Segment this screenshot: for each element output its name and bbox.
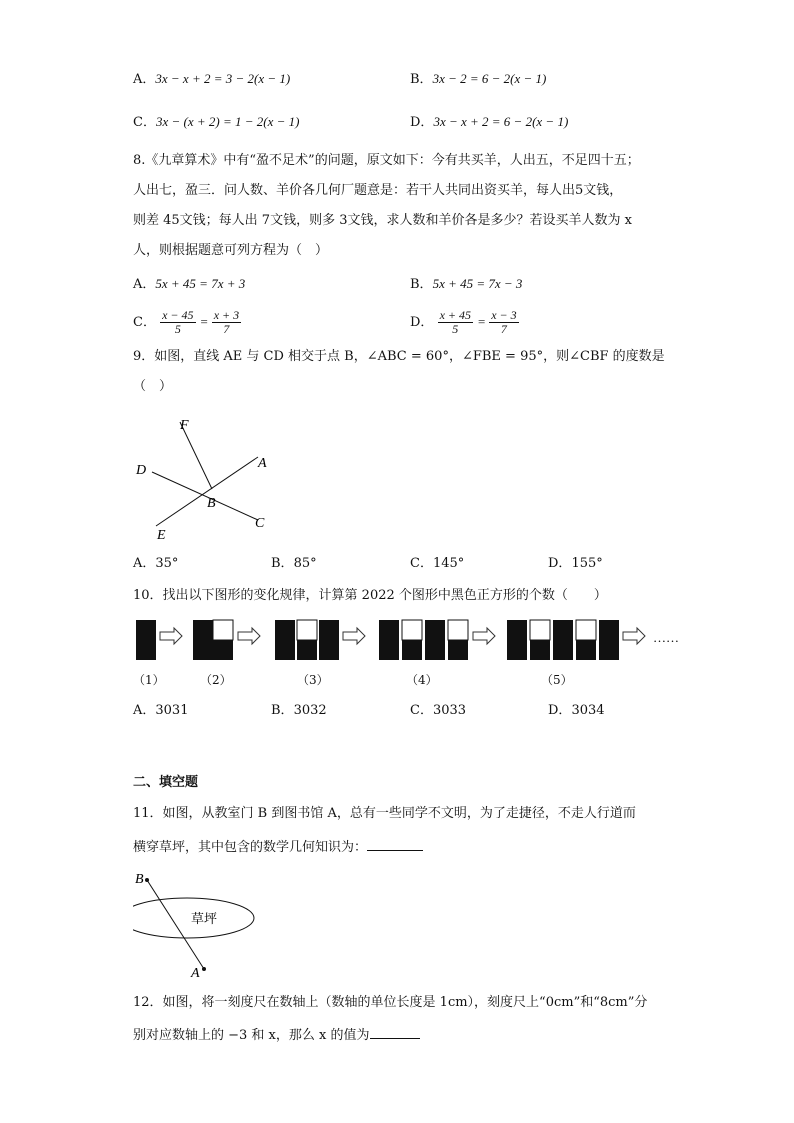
q10-option-d: D．3034 xyxy=(548,703,605,718)
pattern-figure-5 xyxy=(507,620,619,660)
q7-option-b-expr: 3x − 2 = 6 − 2(x − 1) xyxy=(432,71,547,86)
q9-line-1: 9．如图，直线 AE 与 CD 相交于点 B，∠ABC = 60°，∠FBE = 95°，则∠CBF 的度数是 xyxy=(133,349,665,364)
q10-option-a: A．3031 xyxy=(133,703,189,718)
q10-line-1: 10．找出以下图形的变化规律，计算第 2022 个图形中黑色正方形的个数（ ） xyxy=(133,588,607,603)
q8-option-c-fraction-right: $\frac{x + 3}{7}$ xyxy=(213,308,240,336)
q8-option-d-fraction-right: $\frac{x - 3}{7}$ xyxy=(491,308,517,336)
label-d: D xyxy=(136,463,147,478)
q10-caption-5: （5） xyxy=(541,673,573,687)
q9-line-2: （ ） xyxy=(133,379,173,394)
section-title: 二、填空题 xyxy=(133,775,199,790)
q9-option-d: D．155° xyxy=(548,556,603,571)
q10-caption-3: （3） xyxy=(297,673,329,687)
q11-line-2: 横穿草坪，其中包含的数学几何知识为： xyxy=(133,836,423,857)
q7-option-b: B．3x − 2 = 6 − 2(x − 1) xyxy=(410,71,547,87)
q8-option-d: D． $\frac{x + 45}{5}$ = $\frac{x - 3}{7}$ xyxy=(410,308,517,336)
arrow-icon xyxy=(473,628,495,644)
q10-caption-4: （4） xyxy=(406,673,438,687)
q7-option-a: A．3x − x + 2 = 3 − 2(x − 1) xyxy=(133,71,291,87)
pattern-ellipsis: …… xyxy=(653,630,679,645)
q7-option-d: D．3x − x + 2 = 6 − 2(x − 1) xyxy=(410,114,569,130)
q11-figure xyxy=(133,866,263,981)
q11-answer-blank[interactable] xyxy=(367,836,423,851)
q10-option-c: C．3033 xyxy=(410,703,467,718)
q10-pattern-figure xyxy=(133,616,693,664)
label-f: F xyxy=(180,418,189,433)
label-b: B xyxy=(207,496,216,511)
arrow-icon xyxy=(238,628,260,644)
pattern-figure-2 xyxy=(193,620,233,660)
q7-option-c: C．3x − (x + 2) = 1 − 2(x − 1) xyxy=(133,114,300,130)
q12-answer-blank[interactable] xyxy=(370,1024,420,1039)
q7-option-a-expr: 3x − x + 2 = 3 − 2(x − 1) xyxy=(155,71,291,86)
label-e: E xyxy=(157,528,166,543)
q8-line-3: 则差 45文钱；每人出 7文钱，则多 3文钱，求人数和羊价各是多少？若设买羊人数为 x xyxy=(133,213,632,228)
arrow-icon xyxy=(160,628,182,644)
q9-option-a: A．35° xyxy=(133,556,179,571)
q7-option-d-expr: 3x − x + 2 = 6 − 2(x − 1) xyxy=(433,114,569,129)
arrow-icon xyxy=(623,628,645,644)
label-b: B xyxy=(135,872,144,887)
q9-figure xyxy=(128,412,288,547)
point-b xyxy=(145,878,149,882)
q8-line-2: 人出七，盈三．问人数、羊价各几何厂题意是：若干人共同出资买羊，每人出5文钱， xyxy=(133,183,623,198)
q11-line-1: 11．如图，从教室门 B 到图书馆 A，总有一些同学不文明，为了走捷径，不走人行道而 xyxy=(133,806,636,821)
q8-option-d-fraction-left: $\frac{x + 45}{5}$ xyxy=(439,308,472,336)
pattern-figure-1 xyxy=(136,620,156,660)
q8-option-a: A．5x + 45 = 7x + 3 xyxy=(133,276,246,292)
q8-option-c: C． $\frac{x - 45}{5}$ = $\frac{x + 3}{7}$ xyxy=(133,308,240,336)
q8-option-b: B．5x + 45 = 7x − 3 xyxy=(410,276,523,292)
q9-option-c: C．145° xyxy=(410,556,465,571)
q10-caption-1: （1） xyxy=(133,673,165,687)
q9-option-b: B．85° xyxy=(271,556,317,571)
q10-option-b: B．3032 xyxy=(271,703,327,718)
line-dc xyxy=(152,472,258,520)
q8-line-4: 人，则根据题意可列方程为（ ） xyxy=(133,243,329,258)
pattern-figure-3 xyxy=(275,620,339,660)
label-c: C xyxy=(255,516,265,531)
line-ae xyxy=(156,457,258,526)
label-a: A xyxy=(191,966,200,981)
q7-option-c-expr: 3x − (x + 2) = 1 − 2(x − 1) xyxy=(155,114,300,129)
pattern-figure-4 xyxy=(379,620,468,660)
point-a xyxy=(202,967,206,971)
q10-caption-2: （2） xyxy=(200,673,232,687)
arrow-icon xyxy=(343,628,365,644)
label-a: A xyxy=(258,456,267,471)
q8-option-c-fraction-left: $\frac{x - 45}{5}$ xyxy=(162,308,194,336)
q8-line-1: 8.《九章算术》中有“盈不足术”的问题，原文如下：今有共买羊，人出五，不足四十五； xyxy=(133,153,640,168)
q12-line-1: 12．如图，将一刻度尺在数轴上（数轴的单位长度是 1cm），刻度尺上“0cm”和“8cm”分 xyxy=(133,995,648,1010)
q12-line-2: 别对应数轴上的 −3 和 x，那么 x 的值为 xyxy=(133,1024,420,1045)
lawn-label: 草坪 xyxy=(191,912,218,927)
